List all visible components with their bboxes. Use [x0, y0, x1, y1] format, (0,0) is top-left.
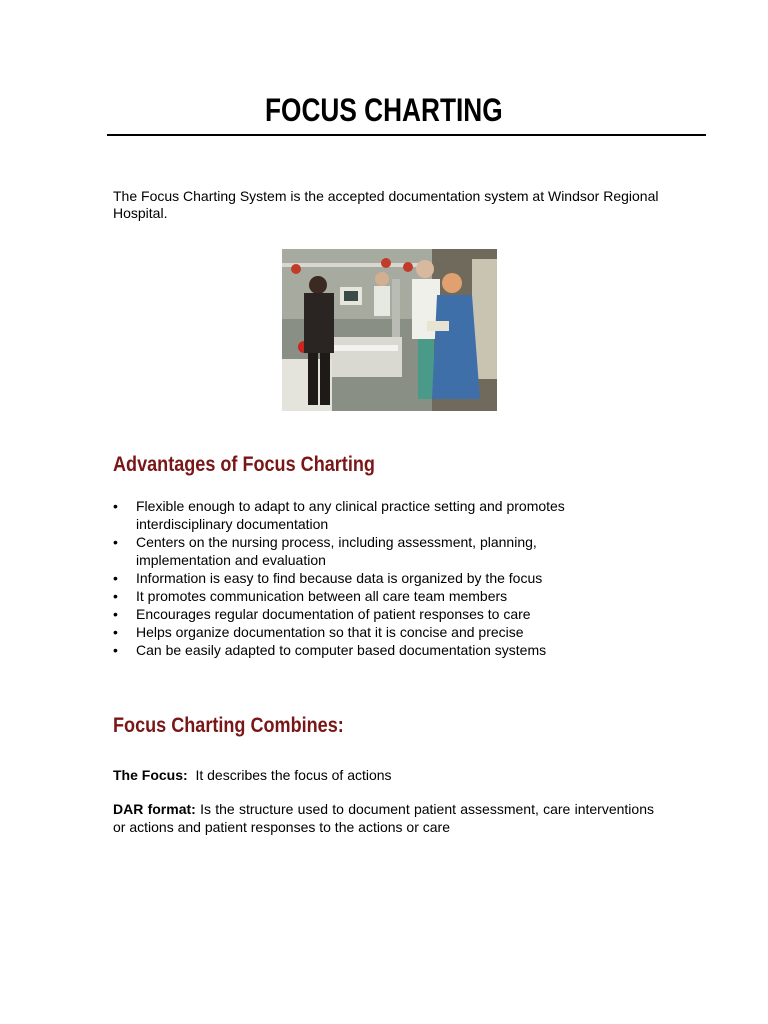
title-divider [107, 134, 706, 136]
list-item: • Helps organize documentation so that it is concise and precise [113, 623, 633, 641]
focus-definition [113, 766, 654, 784]
advantages-list [113, 497, 633, 659]
dar-definition [113, 800, 654, 836]
combines-heading: Focus Charting Combines: [113, 714, 344, 737]
list-item: • Centers on the nursing process, including assessment, planning, implementation and evaluation [113, 533, 633, 569]
list-item: • Flexible enough to adapt to any clinical practice setting and promotes interdisciplinary documentation [113, 497, 633, 533]
list-item: • Can be easily adapted to computer based documentation systems [113, 641, 633, 659]
list-item: • Information is easy to find because data is organized by the focus [113, 569, 633, 587]
hospital-ward-photo [282, 249, 497, 411]
page-title: FOCUS CHARTING [265, 92, 503, 128]
focus-text: It describes the focus of actions [195, 767, 392, 783]
dar-term: DAR format: [113, 801, 196, 817]
intro-paragraph: The Focus Charting System is the accepted documentation system at Windsor Regional Hospital. [113, 188, 659, 221]
list-item: • Encourages regular documentation of patient responses to care [113, 605, 633, 623]
list-item: • It promotes communication between all care team members [113, 587, 633, 605]
focus-term: The Focus: [113, 767, 188, 783]
advantages-heading: Advantages of Focus Charting [113, 453, 375, 476]
dar-text: Is the structure used to document patient assessment, care interventions or actions and patient responses to the actions or care [113, 801, 654, 835]
